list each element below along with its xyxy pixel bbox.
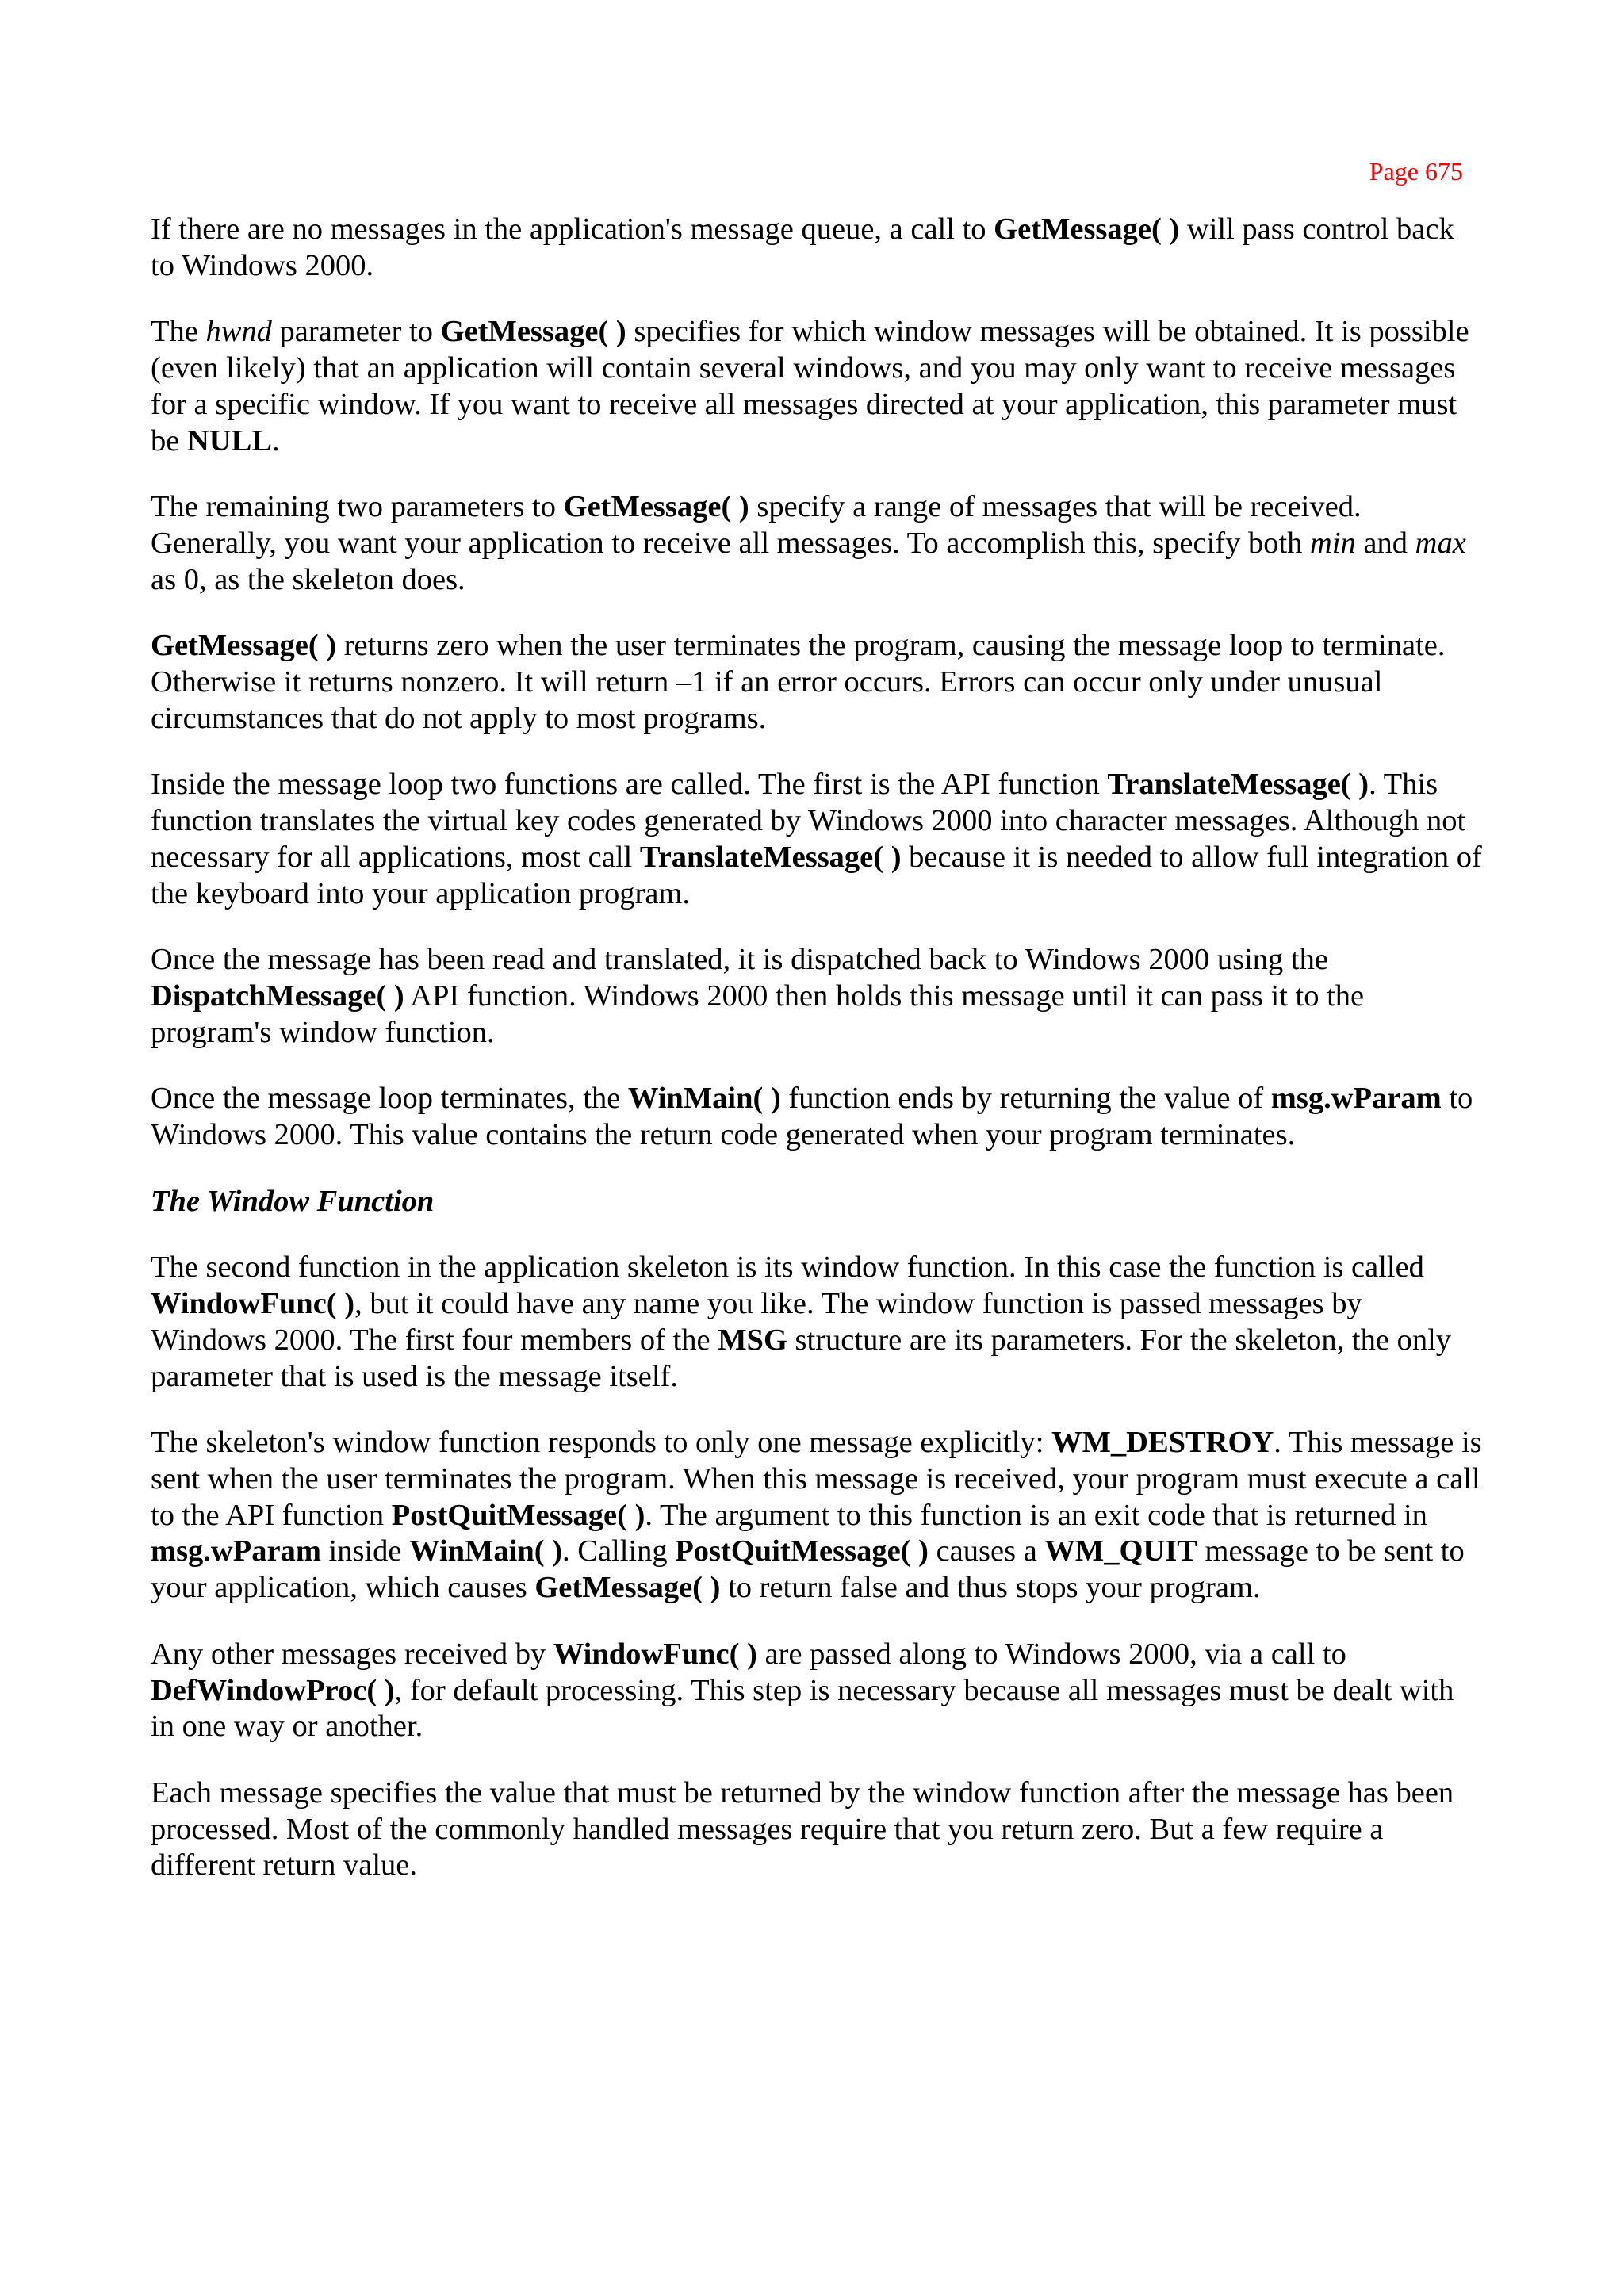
text-run: as 0, as the skeleton does. (151, 562, 465, 596)
text-run: causes a (928, 1534, 1045, 1568)
bold-term: GetMessage( ) (440, 315, 626, 349)
text-run: . Calling (562, 1534, 676, 1568)
text-run: structure are its parameters. For the skeleton, the only parameter that is used is the message itself. (151, 1323, 1452, 1393)
italic-term: min (1310, 526, 1356, 560)
paragraph (151, 1775, 1483, 1884)
text-run: and (1355, 526, 1415, 560)
bold-term: DispatchMessage( ) (151, 978, 404, 1013)
text-run: The second function in the application skeleton is its window function. In this case the function is called (151, 1250, 1424, 1285)
page-number: Page 675 (1369, 157, 1463, 186)
text-run: If there are no messages in the application's message queue, a call to (151, 213, 994, 246)
italic-term: hwnd (205, 315, 272, 349)
text-run: The (151, 315, 206, 349)
bold-term: DefWindowProc( ) (151, 1673, 395, 1707)
text-run: , but it could have any name you like. The window function is passed messages by Windows 2000. The first four members of the (151, 1287, 1362, 1357)
bold-term: NULL (186, 423, 272, 458)
bold-term: WindowFunc( ) (151, 1287, 355, 1321)
text-run: . This function translates the virtual key codes generated by Windows 2000 into character messages. Although not necessary for all applications, most call (151, 768, 1466, 874)
paragraph (151, 1637, 1483, 1745)
text-run: parameter to (271, 315, 441, 349)
text-run: The remaining two parameters to (151, 490, 564, 524)
paragraph (151, 1081, 1483, 1153)
italic-term: max (1415, 526, 1466, 560)
paragraph (151, 767, 1483, 912)
text-run: inside (320, 1534, 410, 1568)
section-heading (151, 1184, 1483, 1220)
text-run: Once the message has been read and translated, it is dispatched back to Windows 2000 using the (151, 943, 1328, 977)
bold-term: PostQuitMessage( ) (391, 1498, 645, 1532)
paragraph (151, 1250, 1483, 1395)
text-run: The skeleton's window function responds to only one message explicitly: (151, 1426, 1052, 1460)
bold-term: PostQuitMessage( ) (675, 1534, 929, 1568)
text-run: are passed along to Windows 2000, via a call to (756, 1637, 1346, 1671)
text-run: message to be sent to your application, which causes (151, 1534, 1465, 1605)
text-run: , for default processing. This step is necessary because all messages must be dealt with in one way or another. (151, 1673, 1454, 1744)
text-run: because it is needed to allow full integration of the keyboard into your application program. (151, 840, 1482, 910)
bold-term: WM_QUIT (1044, 1534, 1197, 1568)
paragraph (151, 314, 1483, 459)
text-run: Once the message loop terminates, the (151, 1082, 628, 1116)
paragraph (151, 489, 1483, 598)
bold-term: WindowFunc( ) (553, 1637, 757, 1671)
bold-term: msg.wParam (151, 1534, 321, 1568)
bold-term: msg.wParam (1270, 1082, 1442, 1116)
paragraph (151, 942, 1483, 1051)
bold-term: GetMessage( ) (534, 1571, 721, 1605)
bold-term: MSG (718, 1323, 787, 1357)
text-run: function ends by returning the value of (780, 1082, 1271, 1116)
text-run: API function. Windows 2000 then holds this message until it can pass it to the program's window function. (151, 978, 1365, 1049)
paragraph (151, 1425, 1483, 1607)
bold-term: WM_DESTROY (1051, 1426, 1274, 1460)
paragraph (151, 212, 1483, 284)
bold-term: GetMessage( ) (563, 490, 749, 524)
text-run: returns zero when the user terminates the program, causing the message loop to terminate. Otherwise it returns nonzero. It will return –1 if an error occurs. Errors can occur only under unusual circumstances that do not apply to most programs. (151, 629, 1446, 735)
bold-term: GetMessage( ) (994, 213, 1180, 246)
text-run: The Window Function (151, 1184, 435, 1218)
text-run: specify a range of messages that will be received. Generally, you want your application to receive all messages. To accomplish this, specify both (151, 490, 1362, 560)
text-run: . (271, 423, 280, 458)
text-run: will pass control back to Windows 2000. (151, 213, 1454, 282)
text-run: to Windows 2000. This value contains the return code generated when your program terminates. (151, 1082, 1473, 1152)
text-run: specifies for which window messages will be obtained. It is possible (even likely) that an application will contain several windows, and you may only want to receive messages for a specific window. If you want to receive all messages directed at your application, this parameter must be (151, 315, 1469, 458)
bold-term: GetMessage( ) (151, 629, 337, 663)
text-run: to return false and thus stops your program. (720, 1571, 1261, 1605)
paragraph (151, 628, 1483, 737)
bold-term: WinMain( ) (627, 1082, 781, 1116)
bold-term: TranslateMessage( ) (639, 840, 902, 874)
text-run: . The argument to this function is an exit code that is returned in (645, 1498, 1427, 1532)
text-run: Any other messages received by (151, 1637, 553, 1671)
document-body (151, 212, 1483, 1914)
bold-term: WinMain( ) (409, 1534, 563, 1568)
text-run: . This message is sent when the user terminates the program. When this message is received, your program must execute a call to the API function (151, 1426, 1482, 1532)
bold-term: TranslateMessage( ) (1107, 768, 1369, 802)
text-run: Inside the message loop two functions are called. The first is the API function (151, 768, 1108, 802)
text-run: Each message specifies the value that must be returned by the window function after the message has been processed. Most of the commonly handled messages require that you return zero. But a few require a different return value. (151, 1775, 1454, 1882)
